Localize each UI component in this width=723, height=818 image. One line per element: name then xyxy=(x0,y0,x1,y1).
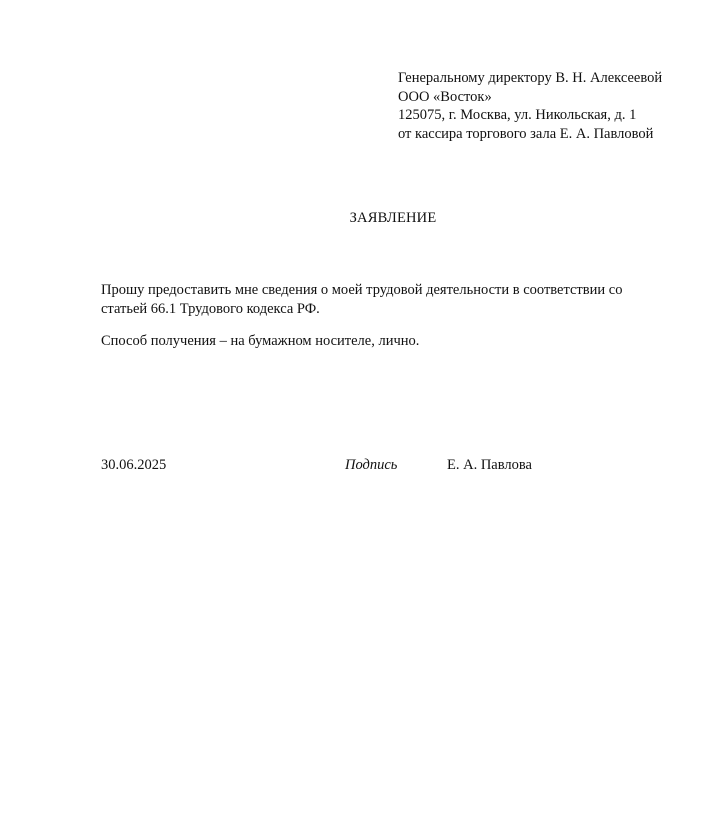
document-title: ЗАЯВЛЕНИЕ xyxy=(349,210,437,226)
addressee-line-from: от кассира торгового зала Е. А. Павловой xyxy=(398,125,654,142)
delivery-method-paragraph: Способ получения – на бумажном носителе, лично. xyxy=(101,333,420,349)
signature-label: Подпись xyxy=(345,457,398,473)
addressee-line-director: Генеральному директору В. Н. Алексеевой xyxy=(398,70,663,86)
addressee-line-company: ООО «Восток» xyxy=(398,88,492,105)
request-paragraph: Прошу предоставить мне сведения о моей трудовой деятельности в соответствии со статьей 66.1 Трудового кодекса РФ. xyxy=(101,282,623,317)
addressee-block xyxy=(398,69,713,143)
addressee-line-address: 125075, г. Москва, ул. Никольская, д. 1 xyxy=(398,107,637,123)
signer-name: Е. А. Павлова xyxy=(447,457,532,473)
document-date: 30.06.2025 xyxy=(101,457,167,473)
